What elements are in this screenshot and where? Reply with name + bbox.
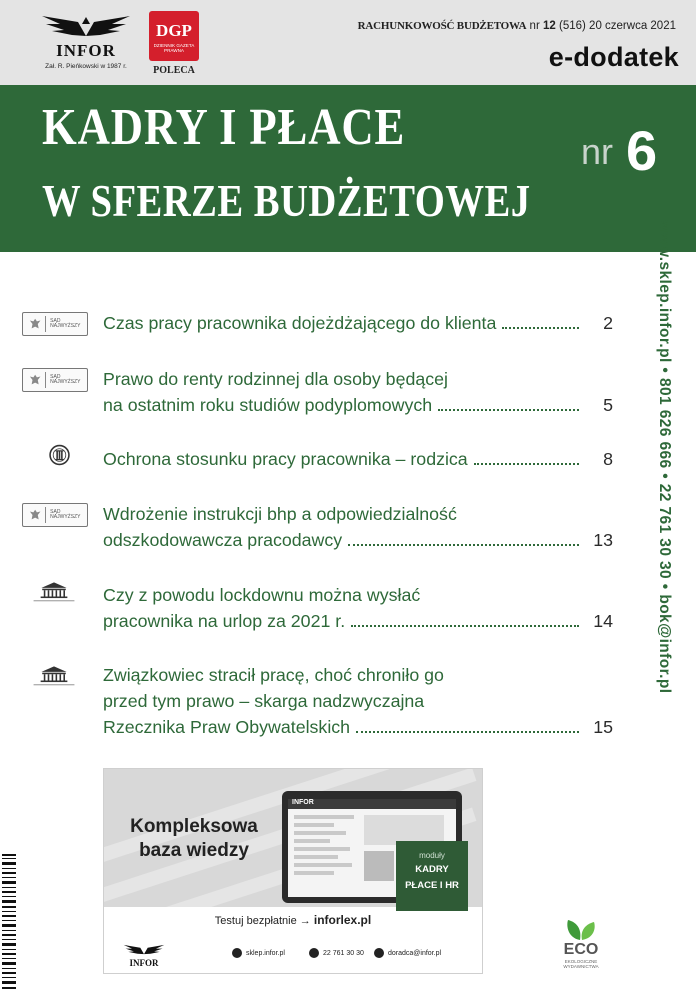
masthead (0, 0, 696, 85)
toc-title: pracownika na urlop za 2021 r. (103, 611, 346, 631)
title-line-1: KADRY I PŁACE (42, 99, 406, 156)
issue-total: (516) (558, 20, 586, 32)
court-badge-icon (22, 368, 88, 392)
court-badge-icon (22, 503, 88, 527)
eco-badge (548, 918, 614, 988)
contact-shop[interactable]: sklep.infor.pl (232, 948, 285, 958)
ad-cta[interactable] (104, 913, 482, 927)
toc-page-number: 15 (593, 717, 613, 737)
leader-dots (474, 463, 579, 465)
dgp-wordmark: DGP (156, 21, 192, 40)
cta-link[interactable]: inforlex.pl (313, 913, 372, 927)
modules-box (396, 841, 468, 911)
leader-dots (502, 327, 579, 329)
infor-wordmark: INFOR (56, 41, 116, 60)
toc-title: przed tym prawo – skarga nadzwyczajna (103, 691, 425, 711)
issue-prefix: nr (529, 20, 540, 32)
dgp-caption: DZIENNIK GAZETA PRAWNA (153, 43, 195, 53)
infor-logo (40, 14, 132, 70)
toc-title: Ochrona stosunku pracy pracownika – rodzica (103, 449, 468, 469)
ad-headline (104, 815, 284, 863)
toc-page-number: 5 (603, 395, 613, 415)
leader-dots (351, 625, 579, 627)
barcode (2, 852, 16, 992)
toc-title: odszkodowawcza pracodawcy (103, 530, 343, 550)
toc-title: na ostatnim roku studiów podyplomowych (103, 395, 433, 415)
toc-title: Czas pracy pracownika dojeżdżającego do klienta (103, 313, 497, 333)
ombudsman-building-icon (22, 580, 86, 602)
cta-prefix: Testuj bezpłatnie → (214, 915, 311, 927)
phone-icon (309, 948, 319, 958)
toc-title: Wdrożenie instrukcji bhp a odpowiedzialność (103, 504, 457, 524)
toc-page-number: 13 (593, 530, 613, 550)
eagle-wings-icon (122, 944, 166, 956)
mail-icon (374, 948, 384, 958)
toc-page-number: 8 (603, 449, 613, 469)
badge-text: SĄD NAJWYŻSZY (50, 318, 81, 329)
nr-value: 6 (626, 119, 658, 182)
ad-footer (104, 937, 482, 973)
publisher-since: Zał. R. Pieńkowski w 1987 r. (45, 63, 127, 70)
badge-text: SĄD NAJWYŻSZY (50, 509, 81, 520)
ombudsman-building-icon (22, 664, 86, 686)
eco-sub: EKOLOGICZNE WYDAWNICTWA (563, 959, 599, 969)
leader-dots (356, 731, 579, 733)
badge-text: SĄD NAJWYŻSZY (50, 374, 81, 385)
supplement-label: e-dodatek (548, 42, 679, 72)
leaf-icon (564, 918, 598, 942)
leader-dots (348, 544, 579, 546)
inforlex-ad[interactable] (103, 768, 483, 974)
toc-title: Prawo do renty rodzinnej dla osoby będącej (103, 369, 448, 389)
screen-logo: INFOR (292, 799, 314, 806)
modules-line-2: PŁACE I HR (405, 880, 459, 891)
partner-recommends: POLECA (153, 65, 195, 76)
cart-icon (232, 948, 242, 958)
title-line-2: W SFERZE BUDŻETOWEJ (42, 176, 531, 226)
ad-brand: INFOR (129, 958, 159, 968)
contact-phone[interactable]: 22 761 30 30 (309, 948, 364, 958)
issue-info (358, 20, 676, 32)
ad-headline-line-1: Kompleksowa (130, 816, 258, 837)
ad-headline-line-2: baza wiedzy (139, 840, 249, 861)
contact-text: www.sklep.infor.pl • 801 626 666 • 22 761 30 30 • bok@infor.pl (656, 220, 673, 694)
toc-title: Czy z powodu lockdownu można wysłać (103, 585, 421, 605)
modules-label: moduły (419, 851, 445, 860)
toc-title: Związkowiec stracił pracę, choć chroniło go (103, 665, 444, 685)
issue-date: 20 czerwca 2021 (589, 20, 676, 32)
tribunal-seal-icon (22, 444, 86, 466)
issue-number: 12 (542, 20, 556, 32)
leader-dots (438, 409, 579, 411)
ad-infor-logo (122, 943, 166, 968)
eagle-wings-icon (40, 14, 132, 40)
court-badge-icon (22, 312, 88, 336)
nr-label: nr (581, 131, 614, 172)
toc-page-number: 14 (593, 611, 613, 631)
modules-line-1: KADRY (415, 864, 449, 875)
eco-word: ECO (563, 941, 599, 958)
contact-email[interactable]: doradca@infor.pl (374, 948, 441, 958)
toc-page-number: 2 (603, 313, 613, 333)
contact-strip (650, 220, 678, 760)
dgp-logo (149, 11, 199, 61)
toc-title: Rzecznika Praw Obywatelskich (103, 717, 351, 737)
publication-name: RACHUNKOWOŚĆ BUDŻETOWA (357, 20, 527, 32)
